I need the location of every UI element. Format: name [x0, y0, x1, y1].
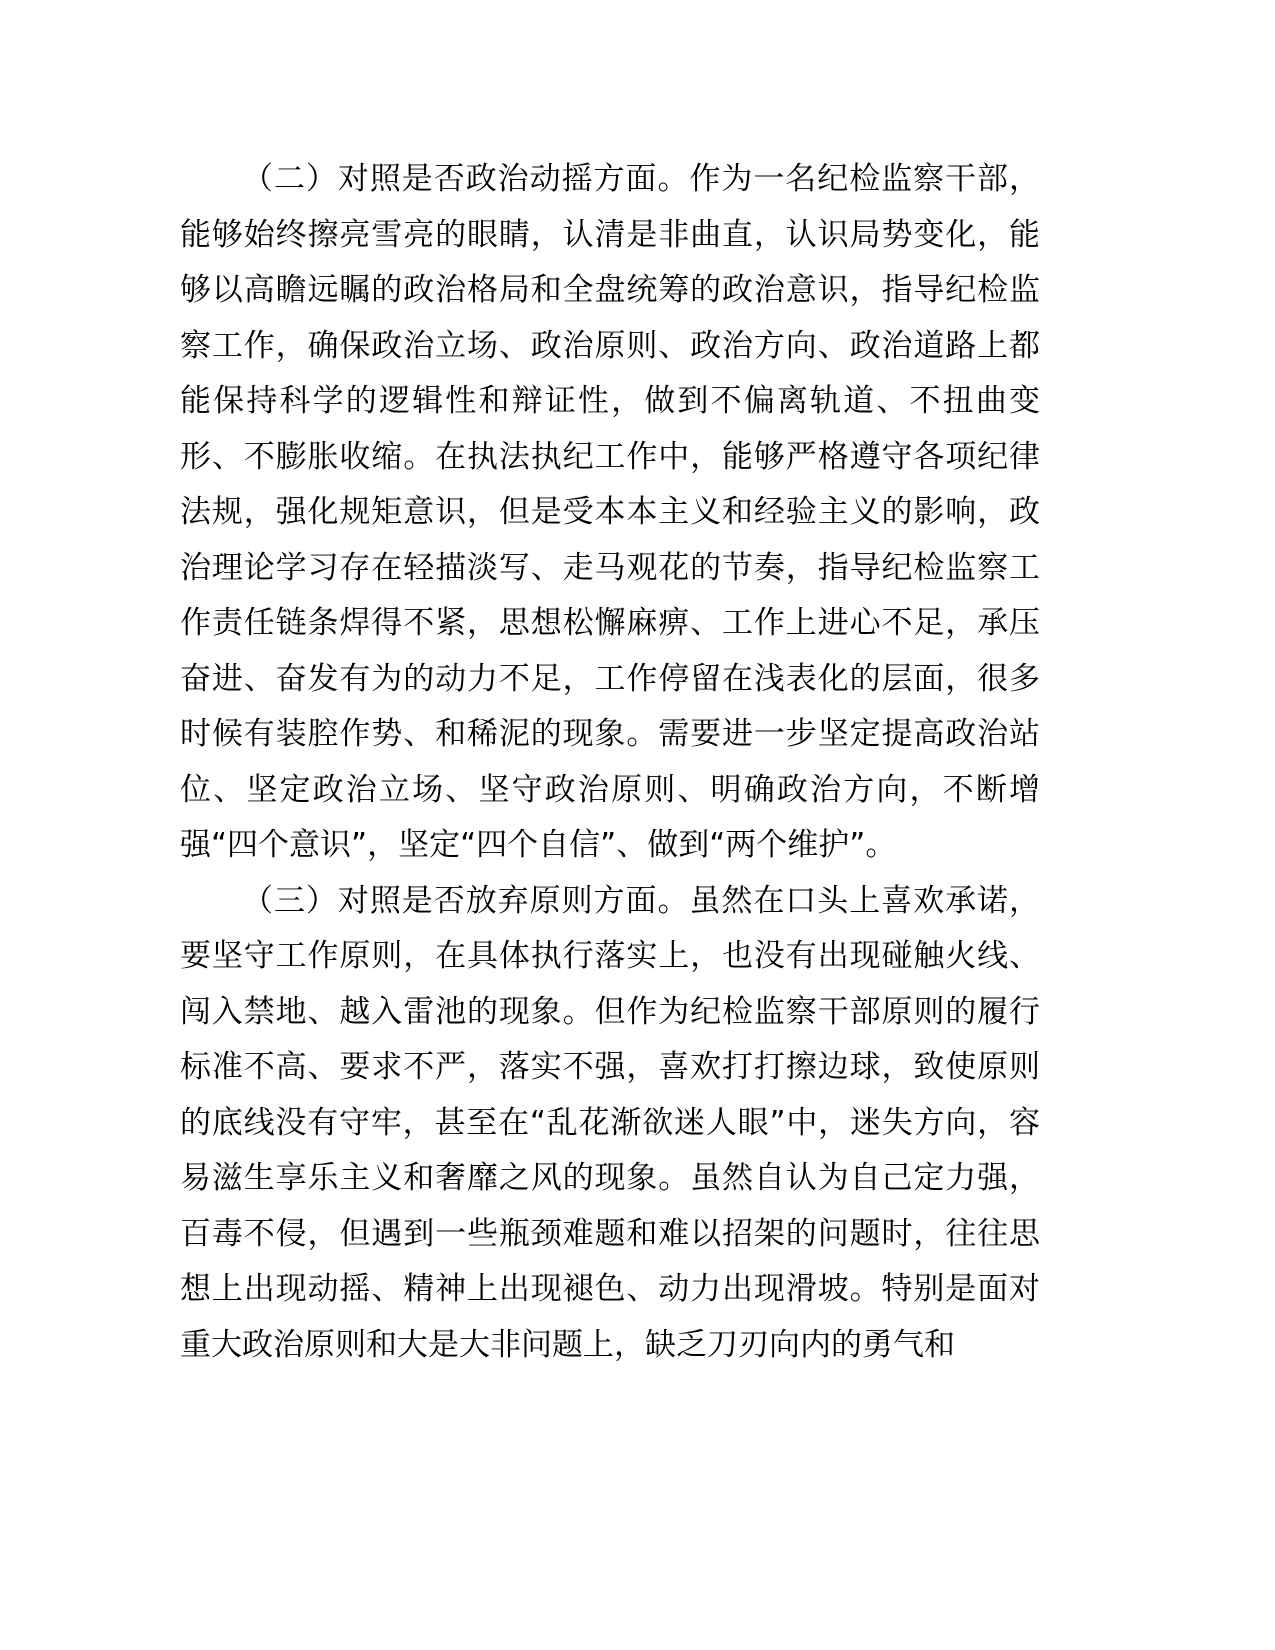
- paragraph-abandoning-principles: （三）对照是否放弃原则方面。虽然在口头上喜欢承诺，要坚守工作原则，在具体执行落实上，也没有出现碰触火线、闯入禁地、越入雷池的现象。但作为纪检监察干部原则的履行标准不高、要求不严，落实不强，喜欢打打擦边球，致使原则的底线没有守牢，甚至在“乱花渐欲迷人眼”中，迷失方向，容易滋生享乐主义和奢靡之风的现象。虽然自认为自己定力强，百毒不侵，但遇到一些瓶颈难题和难以招架的问题时，往往思想上出现动摇、精神上出现褪色、动力出现滑坡。特别是面对重大政治原则和大是大非问题上，缺乏刀刃向内的勇气和: [180, 882, 1040, 1363]
- paragraph-political-wavering: （二）对照是否政治动摇方面。作为一名纪检监察干部，能够始终擦亮雪亮的眼睛，认清是非曲直，认识局势变化，能够以高瞻远瞩的政治格局和全盘统筹的政治意识，指导纪检监察工作，确保政治立场、政治原则、政治方向、政治道路上都能保持科学的逻辑性和辩证性，做到不偏离轨道、不扭曲变形、不膨胀收缩。在执法执纪工作中，能够严格遵守各项纪律法规，强化规矩意识，但是受本本主义和经验主义的影响，政治理论学习存在轻描淡写、走马观花的节奏，指导纪检监察工作责任链条焊得不紧，思想松懈麻痹、工作上进心不足，承压奋进、奋发有为的动力不足，工作停留在浅表化的层面，很多时候有装腔作势、和稀泥的现象。需要进一步坚定提高政治站位、坚定政治立场、坚守政治原则、明确政治方向，不断增强“四个意识”，坚定“四个自信”、做到“两个维护”。: [180, 161, 1040, 863]
- body-text: [180, 152, 1040, 1373]
